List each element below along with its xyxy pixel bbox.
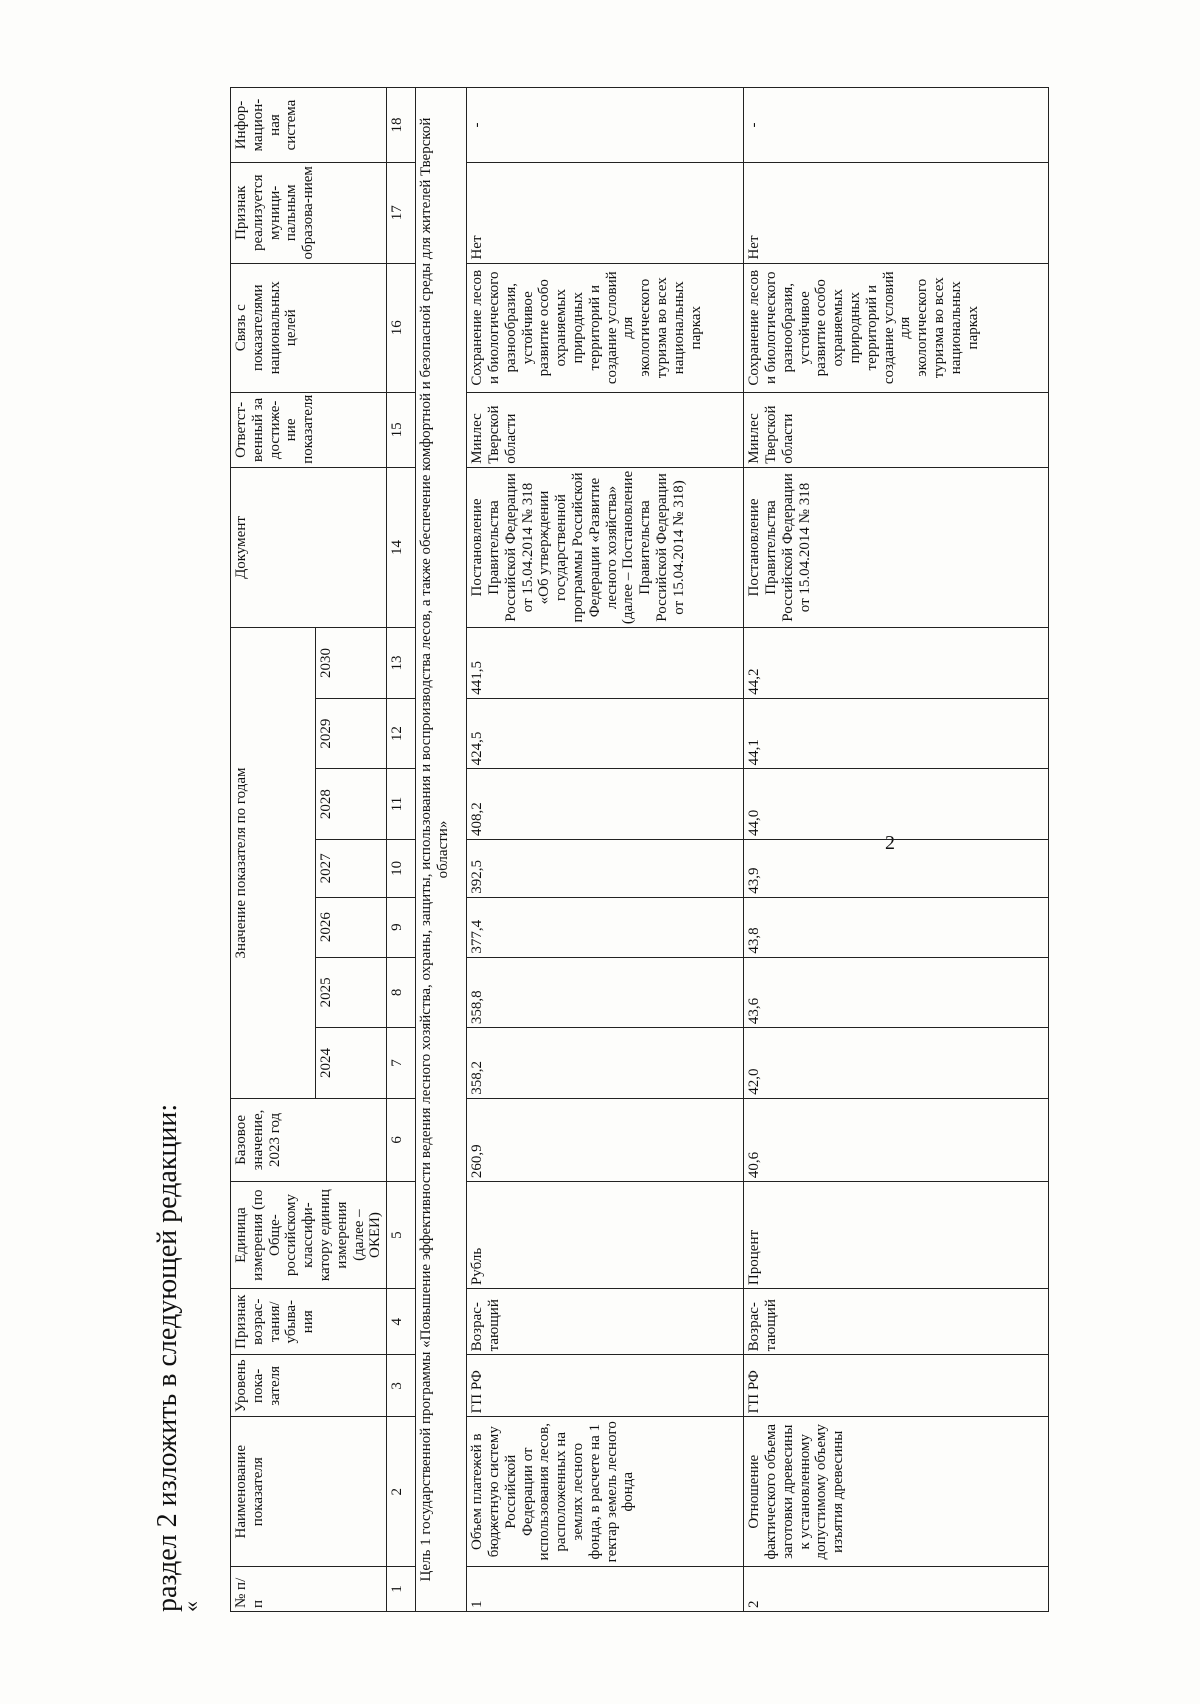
row-document: Постановление Правительства Российской Федерации от 15.04.2014 № 318 — [744, 467, 1049, 627]
column-number: 15 — [387, 392, 416, 467]
column-number: 6 — [387, 1098, 416, 1181]
column-number: 17 — [387, 163, 416, 264]
section-quote-mark: « — [178, 1601, 203, 1612]
header-base: Базовое значение, 2023 год — [231, 1098, 387, 1181]
column-number: 7 — [387, 1028, 416, 1099]
header-trend: Признак возрас-тания/ убыва-ния — [231, 1289, 387, 1355]
row-value: 44,0 — [744, 769, 1049, 840]
header-year: 2026 — [316, 897, 387, 957]
header-year: 2030 — [316, 628, 387, 699]
header-year: 2027 — [316, 839, 387, 897]
row-unit: Процент — [744, 1182, 1049, 1289]
row-document: Постановление Правительства Российской Федерации от 15.04.2014 № 318 «Об утверждении государственной программы Российской Федерации «Развитие лесного хозяйства» (далее – Постановление Правительства Российской Федерации от 15.04.2014 № 318) — [467, 467, 744, 627]
row-base: 40,6 — [744, 1098, 1049, 1181]
column-number: 14 — [387, 467, 416, 627]
row-value: 44,1 — [744, 698, 1049, 769]
column-number: 13 — [387, 628, 416, 699]
row-responsible: Минлес Тверской области — [744, 392, 1049, 467]
row-responsible: Минлес Тверской области — [467, 392, 744, 467]
header-year: 2025 — [316, 957, 387, 1028]
header-values-group: Значение показателя по годам — [231, 628, 316, 1099]
column-number: 1 — [387, 1567, 416, 1612]
header-year: 2029 — [316, 698, 387, 769]
header-unit: Единица измерения (по Обще-российскому классифи-катору единиц измерения (далее – ОКЕИ) — [231, 1182, 387, 1289]
row-value: 408,2 — [467, 769, 744, 840]
row-trend: Возрас-тающий — [467, 1289, 744, 1355]
row-municipal: Нет — [467, 163, 744, 264]
header-row — [231, 88, 316, 1612]
header-municipal: Признак реализуется муници-пальным образова-нием — [231, 163, 387, 264]
header-num: № п/п — [231, 1567, 387, 1612]
row-unit: Рубль — [467, 1182, 744, 1289]
column-number: 5 — [387, 1182, 416, 1289]
column-number: 8 — [387, 957, 416, 1028]
header-responsible: Ответст-венный за достиже-ние показателя — [231, 392, 387, 467]
page-number: 2 — [885, 832, 895, 854]
table-row — [467, 88, 744, 1612]
table-row — [744, 88, 1049, 1612]
header-info-system: Инфор-мацион-ная система — [231, 88, 387, 163]
goal-row — [416, 88, 467, 1612]
row-trend: Возрас-тающий — [744, 1289, 1049, 1355]
row-national-goals: Сохранение лесов и биологического разнообразия, устойчивое развитие особо охраняемых природных территорий и создание условий для экологического туризма во всех национальных парках — [744, 263, 1049, 392]
row-value: 44,2 — [744, 628, 1049, 699]
row-value: 43,8 — [744, 897, 1049, 957]
row-value: 358,2 — [467, 1028, 744, 1099]
goal-text: Цель 1 государственной программы «Повышение эффективности ведения лесного хозяйства, охраны, защиты, использования и воспроизводства лесов, а также обеспечение комфортной и безопасной среды для жителей Тверской области» — [416, 88, 467, 1612]
column-number: 2 — [387, 1417, 416, 1567]
column-number: 9 — [387, 897, 416, 957]
row-base: 260,9 — [467, 1098, 744, 1181]
row-value: 43,9 — [744, 839, 1049, 897]
header-document: Документ — [231, 467, 387, 627]
column-number: 11 — [387, 769, 416, 840]
rotated-content — [152, 87, 1080, 1612]
row-municipal: Нет — [744, 163, 1049, 264]
header-year: 2028 — [316, 769, 387, 840]
column-number: 16 — [387, 263, 416, 392]
row-value: 392,5 — [467, 839, 744, 897]
header-name: Наименование показателя — [231, 1417, 387, 1567]
row-value: 377,4 — [467, 897, 744, 957]
indicators-table — [230, 87, 1049, 1612]
row-info-system: - — [744, 88, 1049, 163]
row-num: 2 — [744, 1567, 1049, 1612]
row-value: 358,8 — [467, 957, 744, 1028]
row-level: ГП РФ — [467, 1355, 744, 1417]
column-number-row — [387, 88, 416, 1612]
header-national-goals: Связь с показателями национальных целей — [231, 263, 387, 392]
column-number: 18 — [387, 88, 416, 163]
row-num: 1 — [467, 1567, 744, 1612]
row-level: ГП РФ — [744, 1355, 1049, 1417]
row-value: 441,5 — [467, 628, 744, 699]
column-number: 10 — [387, 839, 416, 897]
row-national-goals: Сохранение лесов и биологического разнообразия, устойчивое развитие особо охраняемых природных территорий и создание условий для экологического туризма во всех национальных парках — [467, 263, 744, 392]
row-name: Объем платежей в бюджетную систему Российской Федерации от использования лесов, расположенных на землях лесного фонда, в расчете на 1 гектар земель лесного фонда — [467, 1417, 744, 1567]
column-number: 12 — [387, 698, 416, 769]
column-number: 3 — [387, 1355, 416, 1417]
row-value: 424,5 — [467, 698, 744, 769]
column-number: 4 — [387, 1289, 416, 1355]
row-info-system: - — [467, 88, 744, 163]
section-title: раздел 2 изложить в следующей редакции: — [152, 1103, 183, 1612]
row-value: 42,0 — [744, 1028, 1049, 1099]
header-year: 2024 — [316, 1028, 387, 1099]
header-level: Уровень пока-зателя — [231, 1355, 387, 1417]
row-value: 43,6 — [744, 957, 1049, 1028]
row-name: Отношение фактического объема заготовки древесины к установленному допустимому объему изъятия древесины — [744, 1417, 1049, 1567]
